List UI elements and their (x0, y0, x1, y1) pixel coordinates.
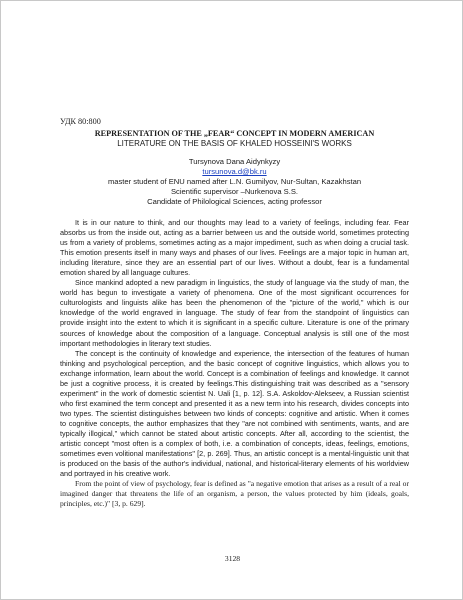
paragraph-2: Since mankind adopted a new paradigm in linguistics, the study of language via the study of man, the world has begun to investigate a variety of phenomena. One of the most significant occurrences for culturologists and linguists alike has been the phenomenon of the "picture of the world," which is our knowledge of the world engraved in language. The study of fear from the standpoint of linguistics can provide insight into the extent to which it is significant in a specific culture. Literature is one of the primary sources of knowledge about the composition of a language. Conceptual analysis is still one of the most important methodologies in literary text studies. (60, 278, 409, 348)
author-email-link[interactable]: tursunova.d@bk.ru (202, 167, 267, 176)
udk-code: УДК 80:800 (60, 117, 101, 126)
paragraph-3: The concept is the continuity of knowledge and experience, the intersection of the features of human thinking and psychological perception, and the basic concept of cognitive linguistics, which allows you to exchange information, learn about the world. Concept is a combination of feelings and knowledge. It cannot be just a cognitive process, it is created by feelings.This distinguishing trait was described as a "sensory experiment" in the work of domestic scientist N. Uali [1, p. 12]. S.A. Askoldov-Alekseev, a Russian scientist who first examined the term concept and presented it as a new term into his research, divides concepts into two types. The scientist distinguishes between two kinds of concepts: cognitive and artistic. When it comes to cognitive concepts, the author emphasizes that they "are not combined with sentiments, wants, and are typically illogical," which cannot be stated about artistic concepts. After all, according to the scientist, the artistic concept "most often is a complex of both, i.e. a combination of concepts, ideas, feelings, emotions, sometimes even volitional manifestations" [2, p. 269]. Thus, an artistic concept is a mental-linguistic unit that is produced on the basis of the author's individual, national, and historical-literary elements of his worldview and portrayed in his creative work. (60, 348, 409, 479)
paragraph-1: It is in our nature to think, and our thoughts may lead to a variety of feelings, including fear. Fear absorbs us from the inside out, acting as a barrier between us and the outside world, sometimes protecting us from a variety of problems, sometimes acting as a major impediment, such as when doing a crucial task. This emotion presents itself in many ways and phases of our lives. Feelings are a major topic in human art, including literature, since they are an essential part of our lives. Without a doubt, fear is a fundamental emotion shared by all language cultures. (60, 218, 409, 278)
author-affiliation: master student of ENU named after L.N. Gumilyov, Nur-Sultan, Kazakhstan (107, 177, 362, 186)
paragraph-4: From the point of view of psychology, fear is defined as "a negative emotion that arises as a result of a real or imagined danger that threatens the life of an organism, a person, the values protected by him (ideals, goals, principles, etc.)" [3, p. 629]. (60, 479, 409, 509)
page-number: 3128 (224, 554, 241, 563)
title-line-2: LITERATURE ON THE BASIS OF KHALED HOSSEINI'S WORKS (117, 139, 352, 148)
article-body (60, 117, 409, 509)
scientific-supervisor: Scientific supervisor –Nurkenova S.S. (170, 187, 299, 196)
author-name: Tursynova Dana Aidynkyzy (188, 157, 281, 166)
title-line-1: REPRESENTATION OF THE „FEAR“ CONCEPT IN MODERN AMERICAN (94, 129, 375, 138)
supervisor-title: Candidate of Philological Sciences, acting professor (147, 197, 322, 206)
